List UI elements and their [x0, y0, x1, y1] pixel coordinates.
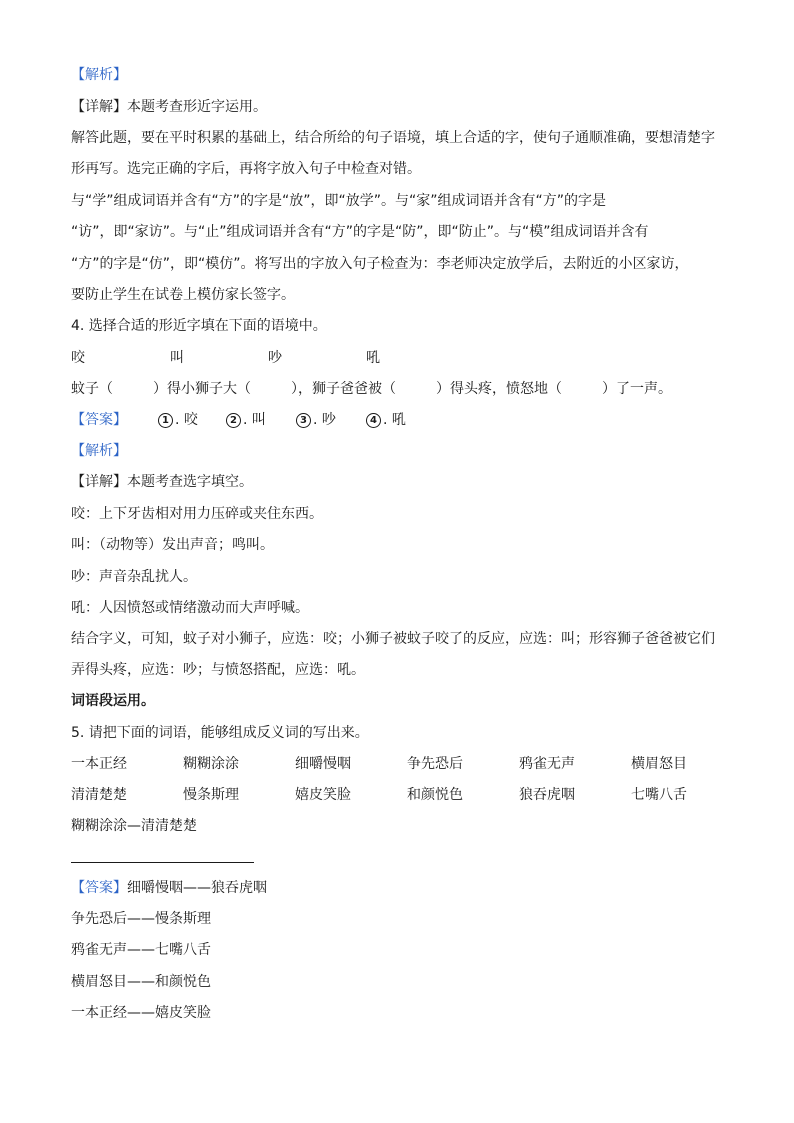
char-option: 叫 — [170, 350, 184, 366]
answer-item: 细嚼慢咽——狼吞虎咽 — [127, 880, 267, 896]
analysis-tag: 【解析】 — [71, 443, 127, 459]
sentence-part: ）得小狮子大（ — [153, 381, 251, 397]
paragraph-line: 要防止学生在试卷上模仿家长签字。 — [71, 287, 295, 303]
answer-tag: 【答案】 — [71, 880, 127, 896]
answer-line — [71, 410, 127, 430]
answer-item: 4 . 吼 — [366, 410, 406, 430]
answer-item: 横眉怒目——和颜悦色 — [71, 974, 211, 990]
answer-item: 争先恐后——慢条斯理 — [71, 911, 211, 927]
char-option: 吵 — [268, 350, 282, 366]
answer-item: 3 . 吵 — [296, 410, 336, 430]
circled-number: 2 — [226, 413, 241, 428]
answer-item: 2 . 叫 — [226, 410, 266, 430]
word-cell: 和颜悦色 — [407, 787, 463, 803]
question-4: 4. 选择合适的形近字填在下面的语境中。 — [71, 318, 327, 334]
paragraph-line: “方”的字是“仿”，即“模仿”。将写出的字放入句子检查为：李老师决定放学后，去附近的小区家访， — [71, 256, 689, 272]
word-cell: 争先恐后 — [407, 756, 463, 772]
fill-sentence — [71, 379, 672, 399]
section-title: 词语段运用。 — [71, 693, 155, 709]
detail-text: 本题考查选字填空。 — [127, 474, 253, 490]
paragraph-line: 与“学”组成词语并含有“方”的字是“放”，即“放学”。与“家”组成词语并含有“方”的字是 — [71, 193, 607, 209]
answer-blank-line — [71, 862, 254, 863]
word-cell: 一本正经 — [71, 756, 127, 772]
char-option: 吼 — [366, 350, 380, 366]
sentence-part: 蚊子（ — [71, 381, 113, 397]
word-cell: 嬉皮笑脸 — [295, 787, 351, 803]
sentence-part: ），狮子爸爸被（ — [291, 381, 396, 397]
circled-number: 1 — [158, 413, 173, 428]
definition-line: 咬：上下牙齿相对用力压碎或夹住东西。 — [71, 506, 323, 522]
circled-number: 4 — [366, 413, 381, 428]
detail-text: 本题考查形近字运用。 — [127, 99, 267, 115]
word-cell: 横眉怒目 — [631, 756, 687, 772]
char-option: 咬 — [71, 350, 85, 366]
word-cell: 慢条斯理 — [183, 787, 239, 803]
word-cell: 鸦雀无声 — [519, 756, 575, 772]
question-5: 5. 请把下面的词语，能够组成反义词的写出来。 — [71, 725, 369, 741]
circled-number: 3 — [296, 413, 311, 428]
definition-line: 叫：（动物等）发出声音；鸣叫。 — [71, 537, 274, 553]
word-cell: 七嘴八舌 — [631, 787, 687, 803]
analysis-tag: 【解析】 — [71, 67, 127, 83]
definition-line: 吼：人因愤怒或情绪激动而大声呼喊。 — [71, 600, 309, 616]
detail-line — [71, 97, 267, 117]
word-cell: 狼吞虎咽 — [519, 787, 575, 803]
word-cell: 清清楚楚 — [71, 787, 127, 803]
example-line: 糊糊涂涂—清清楚楚 — [71, 818, 197, 834]
summary-line: 结合字义，可知，蚊子对小狮子，应选：咬；小狮子被蚊子咬了的反应，应选：叫；形容狮子爸爸被它们 — [71, 631, 715, 647]
detail-line — [71, 472, 253, 492]
answer-item: 鸦雀无声——七嘴八舌 — [71, 942, 211, 958]
word-cell: 细嚼慢咽 — [295, 756, 351, 772]
sentence-part: ）得头疼，愤怒地（ — [436, 381, 562, 397]
paragraph-line: “访”，即“家访”。与“止”组成词语并含有“方”的字是“防”，即“防止”。与“模”组成词语并含有 — [71, 224, 649, 240]
answer-tag: 【答案】 — [71, 412, 127, 428]
word-cell: 糊糊涂涂 — [183, 756, 239, 772]
detail-tag: 【详解】 — [71, 474, 127, 490]
summary-line: 弄得头疼，应选：吵；与愤怒搭配，应选：吼。 — [71, 662, 365, 678]
answer-line — [71, 878, 267, 898]
answer-item: 1 . 咬 — [158, 410, 198, 430]
definition-line: 吵：声音杂乱扰人。 — [71, 569, 197, 585]
detail-tag: 【详解】 — [71, 99, 127, 115]
paragraph-line: 解答此题，要在平时积累的基础上，结合所给的句子语境，填上合适的字，使句子通顺准确，要想清楚字 — [71, 130, 715, 146]
paragraph-line: 形再写。选完正确的字后，再将字放入句子中检查对错。 — [71, 161, 421, 177]
answer-item: 一本正经——嬉皮笑脸 — [71, 1005, 211, 1021]
sentence-part: ）了一声。 — [602, 381, 672, 397]
